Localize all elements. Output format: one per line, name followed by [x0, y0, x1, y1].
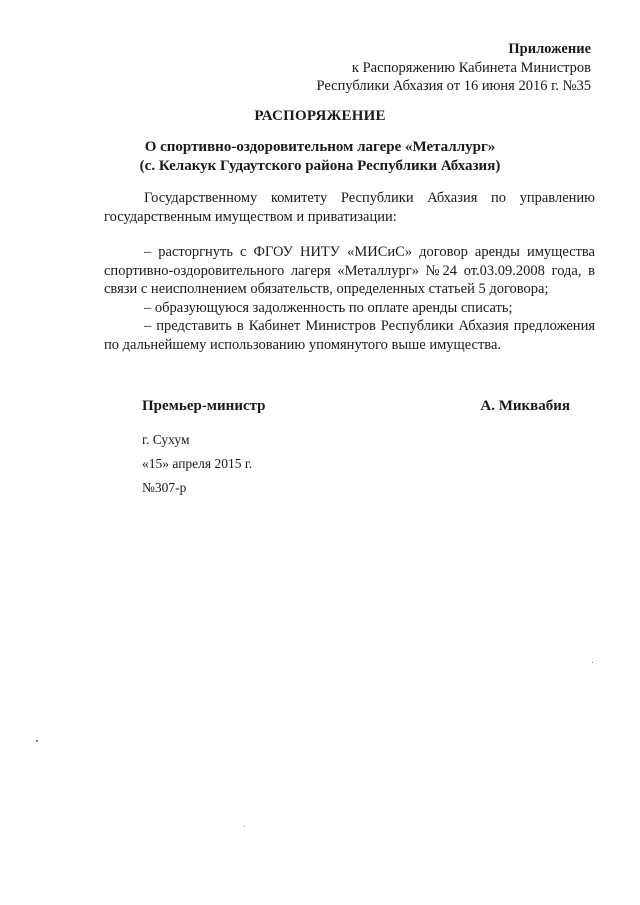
directive-item: – представить в Кабинет Министров Республики Абхазия предложения по дальнейшему использованию упомянутого выше имущества. — [104, 318, 595, 353]
signatory-position: Премьер-министр — [142, 398, 266, 414]
scan-speck — [592, 662, 593, 663]
document-title-line-1: О спортивно-оздоровительном лагере «Металлург» — [144, 139, 496, 155]
issue-city: г. Сухум — [142, 432, 190, 447]
document-type-heading: РАСПОРЯЖЕНИЕ — [254, 108, 386, 124]
scan-speck — [244, 826, 245, 827]
directive-item: – образующуюся задолженность по оплате аренды списать; — [144, 299, 513, 316]
directive-item: – расторгнуть с ФГОУ НИТУ «МИСиС» договор аренды имущества спортивно-оздоровительного лагеря «Металлург» №24 от.03.09.2008 года, в связи с неисполнением обязательств, определенных статьей 5 договора; — [104, 244, 595, 297]
signature-block — [142, 398, 570, 415]
appendix-block — [316, 40, 591, 96]
issue-date: «15» апреля 2015 г. — [142, 456, 253, 471]
appendix-heading: Приложение — [508, 41, 591, 57]
appendix-line-1: к Распоряжению Кабинета Министров — [351, 59, 591, 76]
addressee-text: Государственному комитету Республики Абхазия по управлению государственным имуществом и приватизации: — [104, 190, 595, 225]
document-number: №307-р — [142, 480, 187, 495]
scan-speck — [36, 740, 38, 742]
appendix-line-2: Республики Абхазия от 16 июня 2016 г. №35 — [316, 78, 591, 94]
document-title-line-2: (с. Келакук Гудаутского района Республики Абхазия) — [139, 158, 501, 174]
document-footer — [142, 428, 252, 500]
directive-items — [104, 243, 595, 354]
addressee-paragraph — [104, 189, 595, 226]
document-title — [0, 138, 640, 176]
signatory-name: А. Миквабия — [480, 398, 570, 414]
